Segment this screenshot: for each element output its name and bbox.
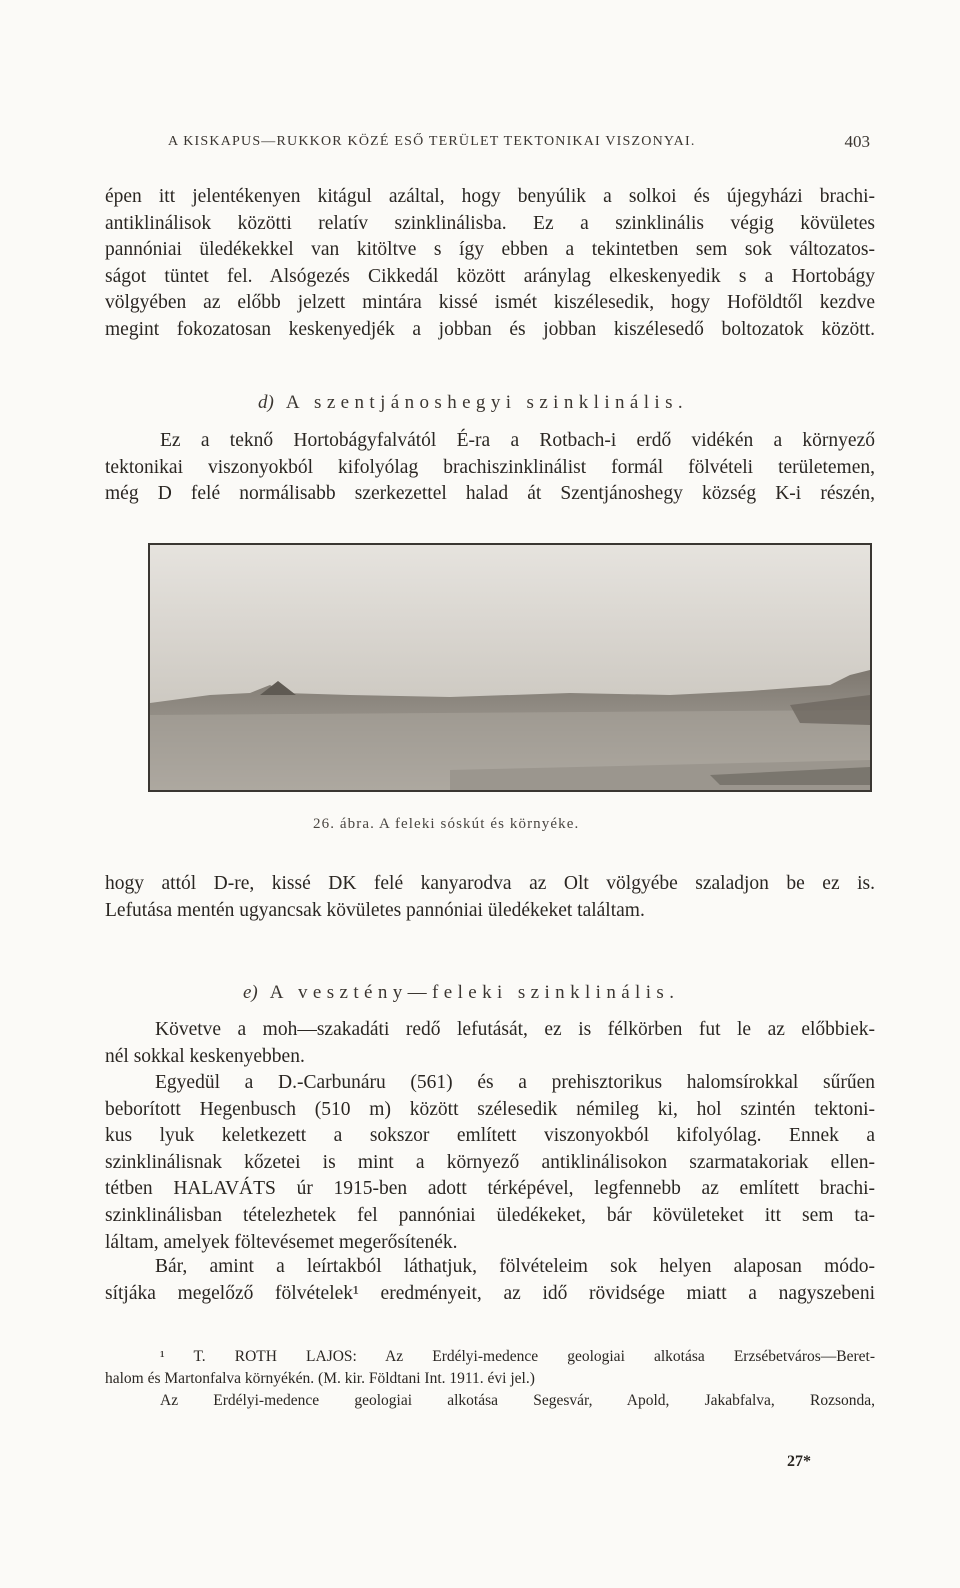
text-line: kus lyuk keletkezett a sokszor említett viszonyokból kifolyólag. Ennek a [105,1125,875,1147]
figure-photo [148,543,872,792]
text-line: sítjáka megelőző fölvételek¹ eredményeit, az idő rövidsége miatt a nagyszebeni [105,1282,875,1304]
paragraph-4 [105,1017,875,1070]
text-line: Egyedül a D.-Carbunáru (561) és a prehisztorikus halomsírokkal sűrűen [155,1072,875,1093]
page-number: 403 [844,132,870,151]
text-line: szinklinálisban tételezhetek fel pannóniai üledékeket, bár kövületeket itt sem ta- [105,1204,875,1226]
section-heading-d [258,392,688,414]
text-line: pannóniai üledékekkel van kitöltve s így ebben a tekintetben sem sok változatos- [105,239,875,261]
paragraph-3 [105,871,875,924]
footnote-line: Az Erdélyi-medence geologiai alkotása Segesvár, Apold, Jakabfalva, Rozsonda, [160,1392,875,1409]
paragraph-6 [105,1254,875,1307]
text-line: hogy attól D-re, kissé DK felé kanyarodva az Olt völgyébe szaladjon be ez is. [105,873,875,894]
text-line: beborított Hegenbusch (510 m) között szélesedik némileg ki, hol szintén tektoni- [105,1098,875,1120]
footnote [105,1346,875,1412]
text-line: tétben HALAVÁTS úr 1915-ben adott térképével, legfennebb az említett brachi- [105,1178,875,1200]
paragraph-2 [105,428,875,508]
text-line: antiklinálisok közötti relatív szinklinálisba. Ez a szinklinális végig kövületes [105,212,875,234]
text-line: ságot tüntet fel. Alsógezés Cikkedál között aránylag elkeskenyedik s a Hortobágy [105,265,875,287]
section-letter: e) [243,982,258,1003]
text-line: még D felé normálisabb szerkezettel halad át Szentjánoshegy község K-i részén, [105,483,875,505]
text-line: szinklinálisnak kőzetei is mint a környező antiklinálisokon szarmatakoriak ellen- [105,1151,875,1173]
text-line: Bár, amint a leírtakból láthatjuk, fölvételeim sok helyen alaposan módo- [155,1256,875,1277]
running-title: A KISKAPUS—RUKKOR KÖZÉ ESŐ TERÜLET TEKTONIKAI VISZONYAI. [168,134,696,149]
text-line: épen itt jelentékenyen kitágul azáltal, hogy benyúlik a solkoi és újegyházi brachi- [105,186,875,207]
section-letter: d) [258,392,274,413]
section-title: A szentjánoshegyi szinklinális. [285,392,689,413]
running-header [168,134,870,150]
section-heading-e [243,982,679,1004]
figure-caption: 26. ábra. A feleki sóskút és környéke. [313,816,580,832]
text-line: megint fokozatosan keskenyedjék a jobban és jobban kiszélesedő boltozatok között. [105,318,875,340]
text-line: Követve a moh—szakadáti redő lefutását, ez is félkörben fut le az előbbiek- [155,1019,875,1040]
text-line: nél sokkal keskenyebben. [105,1045,305,1067]
text-line: Lefutása mentén ugyancsak kövületes pannóniai üledékeket találtam. [105,899,645,921]
text-line: Ez a teknő Hortobágyfalvától É-ra a Rotbach-i erdő vidékén a környező [160,430,875,451]
text-line: tektonikai viszonyokból kifolyólag brachiszinklinálist formál fölvételi területemen, [105,456,875,478]
landscape-photo [150,545,870,790]
text-line: láltam, amelyek föltevésemet megerősítenék. [105,1231,458,1253]
section-title: A vesztény—feleki szinklinális. [269,982,680,1003]
paragraph-5 [105,1070,875,1256]
footnote-line: halom és Martonfalva környékén. (M. kir. Földtani Int. 1911. évi jel.) [105,1370,535,1387]
signature-mark: 27* [787,1453,811,1470]
paragraph-1 [105,184,875,344]
footnote-line: ¹ T. ROTH LAJOS: Az Erdélyi-medence geologiai alkotása Erzsébetváros—Beret- [160,1348,875,1365]
text-line: völgyében az előbb jelzett mintára kissé ismét kiszélesedik, hogy Hoföldtől kezdve [105,292,875,314]
